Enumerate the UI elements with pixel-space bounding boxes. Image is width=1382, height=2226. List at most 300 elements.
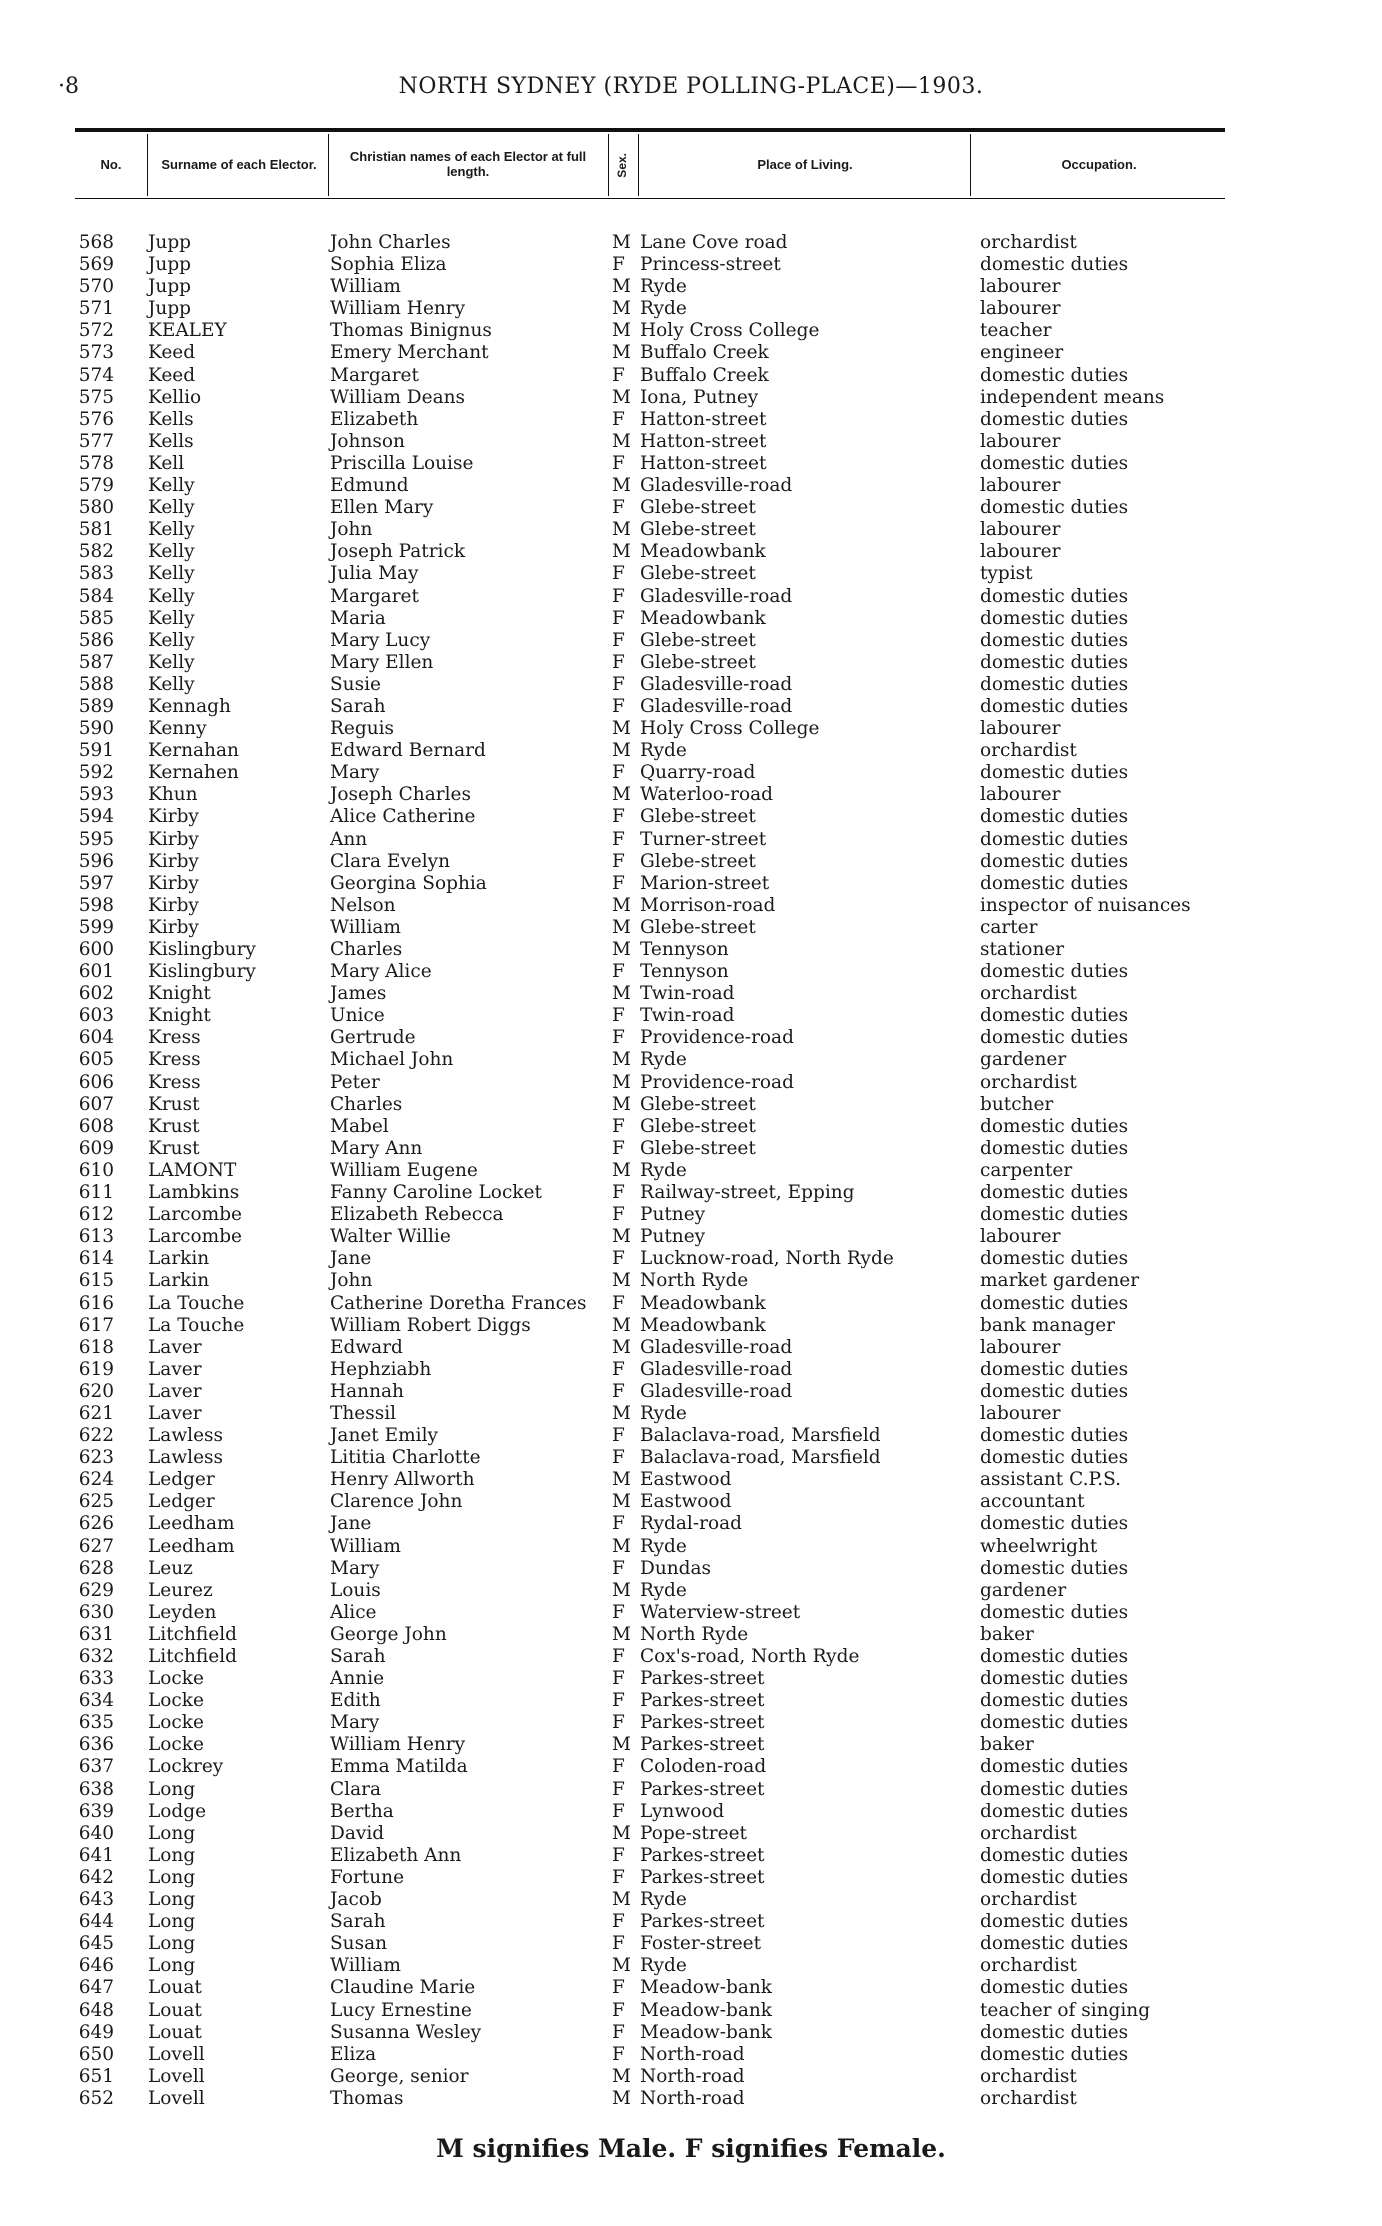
elector-number: 575 [78,386,114,408]
elector-occupation: domestic duties [980,2021,1129,2043]
elector-surname: Kernahan [148,740,239,762]
table-row [0,1955,1382,1977]
elector-occupation: domestic duties [980,629,1129,651]
elector-occupation: accountant [980,1491,1085,1513]
elector-number: 568 [78,232,114,253]
elector-occupation: labourer [980,784,1061,806]
elector-sex: M [612,1049,631,1071]
elector-number: 631 [78,1623,114,1645]
elector-place-of-living: Holy Cross College [640,718,820,740]
elector-place-of-living: Glebe-street [640,916,756,938]
table-row [0,1469,1382,1491]
elector-place-of-living: Twin-road [640,983,735,1005]
table-row [0,1668,1382,1690]
elector-christian-names: Gertrude [330,1027,416,1049]
elector-surname: Long [148,1822,196,1844]
elector-christian-names: Thomas [330,2087,404,2109]
elector-surname: Louat [148,1999,202,2021]
elector-christian-names: Mary Lucy [330,629,431,651]
elector-sex: F [612,1513,625,1535]
elector-place-of-living: Gladesville-road [640,1358,793,1380]
elector-christian-names: Ellen Mary [330,497,434,519]
elector-number: 640 [78,1822,114,1844]
table-row [0,1734,1382,1756]
elector-occupation: domestic duties [980,1137,1129,1159]
elector-place-of-living: Parkes-street [640,1866,765,1888]
elector-occupation: orchardist [980,740,1077,762]
elector-occupation: domestic duties [980,961,1129,983]
elector-occupation: baker [980,1623,1034,1645]
elector-sex: F [612,872,625,894]
elector-surname: Lawless [148,1447,224,1469]
elector-occupation: domestic duties [980,452,1129,474]
elector-sex: F [612,1248,625,1270]
elector-place-of-living: Tennyson [640,961,729,983]
elector-number: 596 [78,850,114,872]
table-row [0,1027,1382,1049]
elector-surname: Kelly [148,651,195,673]
elector-surname: Larkin [148,1248,210,1270]
elector-number: 643 [78,1889,114,1911]
elector-sex: M [612,1734,631,1756]
elector-sex: F [612,1712,625,1734]
elector-number: 607 [78,1093,114,1115]
elector-number: 585 [78,607,114,629]
elector-surname: Kirby [148,894,199,916]
elector-occupation: carpenter [980,1159,1073,1181]
elector-place-of-living: Glebe-street [640,563,756,585]
elector-occupation: domestic duties [980,408,1129,430]
elector-place-of-living: Glebe-street [640,806,756,828]
elector-christian-names: Annie [330,1668,385,1690]
elector-number: 590 [78,718,114,740]
elector-place-of-living: North Ryde [640,1623,749,1645]
elector-surname: Kress [148,1071,201,1093]
elector-surname: Krust [148,1093,200,1115]
elector-number: 629 [78,1579,114,1601]
elector-sex: F [612,2021,625,2043]
elector-place-of-living: Providence-road [640,1027,794,1049]
elector-place-of-living: Holy Cross College [640,320,820,342]
elector-place-of-living: Buffalo Creek [640,364,769,386]
elector-occupation: domestic duties [980,254,1129,276]
elector-christian-names: William [330,1955,401,1977]
elector-occupation: domestic duties [980,828,1129,850]
elector-surname: Lovell [148,2065,205,2087]
elector-occupation: domestic duties [980,1668,1129,1690]
elector-sex: M [612,1469,631,1491]
elector-surname: Jupp [148,276,192,298]
elector-place-of-living: Rydal-road [640,1513,742,1535]
table-row [0,232,1382,254]
elector-sex: M [612,1955,631,1977]
elector-occupation: bank manager [980,1314,1116,1336]
elector-place-of-living: Glebe-street [640,1137,756,1159]
elector-christian-names: Elizabeth Rebecca [330,1204,504,1226]
elector-occupation: domestic duties [980,1447,1129,1469]
elector-sex: F [612,1027,625,1049]
elector-number: 624 [78,1469,114,1491]
elector-sex: M [612,1889,631,1911]
table-row [0,541,1382,563]
elector-list [0,232,1382,2110]
elector-place-of-living: Gladesville-road [640,695,793,717]
table-row [0,2000,1382,2022]
elector-christian-names: Susie [330,673,381,695]
elector-sex: F [612,563,625,585]
elector-number: 592 [78,762,114,784]
elector-christian-names: Charles [330,939,403,960]
table-row [0,342,1382,364]
elector-surname: Lambkins [148,1182,240,1204]
table-row [0,1270,1382,1292]
elector-sex: M [612,1402,631,1424]
elector-number: 581 [78,519,114,541]
elector-place-of-living: Waterview-street [640,1601,801,1623]
elector-place-of-living: Twin-road [640,1005,735,1027]
table-row [0,387,1382,409]
elector-christian-names: Margaret [330,585,419,607]
table-row [0,1646,1382,1668]
elector-christian-names: Fanny Caroline Locket [330,1182,542,1204]
table-row [0,1491,1382,1513]
elector-surname: Long [148,1933,196,1955]
elector-place-of-living: North-road [640,2087,745,2109]
elector-surname: Long [148,1889,196,1911]
table-row [0,1094,1382,1116]
elector-christian-names: Elizabeth [330,408,419,430]
table-row [0,1756,1382,1778]
elector-surname: LAMONT [148,1159,237,1181]
elector-number: 597 [78,872,114,894]
elector-surname: Long [148,1911,196,1933]
elector-number: 615 [78,1270,114,1292]
elector-occupation: carter [980,916,1038,938]
elector-surname: Long [148,1955,196,1977]
elector-occupation: baker [980,1734,1034,1756]
elector-surname: Leedham [148,1535,235,1557]
elector-number: 639 [78,1800,114,1822]
elector-place-of-living: Ryde [640,1955,687,1977]
elector-place-of-living: Glebe-street [640,519,756,541]
elector-christian-names: Hannah [330,1380,404,1402]
elector-sex: M [612,1535,631,1557]
elector-number: 632 [78,1646,114,1667]
elector-number: 595 [78,828,114,850]
elector-occupation: labourer [980,430,1061,452]
elector-occupation: domestic duties [980,2043,1129,2065]
table-row [0,1712,1382,1734]
elector-occupation: orchardist [980,1955,1077,1977]
elector-occupation: domestic duties [980,1933,1129,1955]
elector-sex: F [612,828,625,850]
elector-occupation: typist [980,563,1033,585]
elector-sex: F [612,1115,625,1137]
header-occupation: Occupation. [1061,156,1137,172]
elector-number: 598 [78,894,114,916]
elector-surname: Kelly [148,563,195,585]
column-divider [147,134,148,196]
elector-surname: Locke [148,1668,204,1690]
table-row [0,1933,1382,1955]
table-row [0,1293,1382,1315]
elector-occupation: domestic duties [980,806,1129,828]
elector-christian-names: Fortune [330,1866,405,1888]
elector-occupation: orchardist [980,1889,1077,1911]
table-row [0,696,1382,718]
elector-sex: F [612,695,625,717]
elector-sex: M [612,342,631,364]
elector-place-of-living: Glebe-street [640,850,756,872]
elector-surname: KEALEY [148,320,227,342]
elector-number: 646 [78,1955,114,1977]
table-row [0,1005,1382,1027]
elector-surname: Laver [148,1380,202,1402]
table-row [0,497,1382,519]
elector-surname: Locke [148,1690,204,1712]
elector-christian-names: Edmund [330,475,409,497]
elector-sex: M [612,1623,631,1645]
elector-sex: F [612,1557,625,1579]
elector-number: 591 [78,740,114,762]
elector-number: 608 [78,1115,114,1137]
elector-surname: Kelly [148,475,195,497]
elector-place-of-living: Meadow-bank [640,1999,772,2021]
elector-number: 579 [78,475,114,497]
elector-occupation: labourer [980,1336,1061,1358]
elector-surname: Kellio [148,386,202,408]
elector-christian-names: Edward Bernard [330,740,486,762]
elector-place-of-living: Glebe-street [640,1115,756,1137]
table-row [0,1403,1382,1425]
elector-christian-names: Mary Ann [330,1137,423,1159]
table-row [0,1558,1382,1580]
elector-surname: Lockrey [148,1756,224,1778]
elector-occupation: domestic duties [980,364,1129,386]
table-row [0,961,1382,983]
elector-surname: Louat [148,2021,202,2043]
header-place-of-living: Place of Living. [757,156,853,172]
elector-number: 589 [78,695,114,717]
table-row [0,1204,1382,1226]
table-row [0,1447,1382,1469]
elector-sex: F [612,1844,625,1866]
elector-number: 577 [78,430,114,452]
table-row [0,718,1382,740]
elector-sex: M [612,1822,631,1844]
elector-christian-names: William Henry [330,1734,466,1756]
elector-occupation: domestic duties [980,651,1129,673]
elector-place-of-living: Meadow-bank [640,2021,772,2043]
elector-christian-names: John [330,519,373,541]
table-row [0,1425,1382,1447]
elector-place-of-living: Glebe-street [640,629,756,651]
elector-christian-names: Susanna Wesley [330,2021,482,2043]
elector-christian-names: Sarah [330,1646,386,1667]
elector-number: 626 [78,1513,114,1535]
elector-place-of-living: Quarry-road [640,762,756,784]
elector-number: 630 [78,1601,114,1623]
elector-christian-names: James [330,983,387,1005]
elector-place-of-living: Parkes-street [640,1712,765,1734]
elector-number: 582 [78,541,114,563]
elector-surname: Larcombe [148,1204,242,1226]
elector-sex: F [612,1999,625,2021]
table-row [0,320,1382,342]
header-surname: Surname of each Elector. [161,156,317,172]
elector-sex: F [612,1668,625,1690]
elector-sex: M [612,386,631,408]
table-row [0,2088,1382,2110]
table-row [0,674,1382,696]
elector-occupation: domestic duties [980,1182,1129,1204]
elector-number: 650 [78,2043,114,2065]
column-divider [328,134,329,196]
elector-surname: Kell [148,452,185,474]
elector-surname: Kells [148,430,194,452]
table-row [0,276,1382,298]
table-row [0,740,1382,762]
elector-place-of-living: Iona, Putney [640,386,759,408]
elector-sex: F [612,1778,625,1800]
header-top-rule [75,128,1225,132]
elector-sex: M [612,1336,631,1358]
elector-sex: M [612,784,631,806]
elector-surname: Larkin [148,1270,210,1292]
elector-number: 617 [78,1314,114,1336]
elector-place-of-living: Ryde [640,1049,687,1071]
elector-number: 652 [78,2087,114,2109]
column-divider [970,134,971,196]
elector-place-of-living: Ryde [640,1402,687,1424]
elector-surname: Kirby [148,828,199,850]
elector-christian-names: Mary [330,1557,380,1579]
elector-place-of-living: Balaclava-road, Marsfield [640,1425,881,1447]
elector-place-of-living: Parkes-street [640,1844,765,1866]
table-row [0,409,1382,431]
table-row [0,895,1382,917]
elector-place-of-living: Hatton-street [640,452,767,474]
elector-christian-names: Jane [330,1248,372,1270]
elector-number: 602 [78,983,114,1005]
elector-sex: F [612,1800,625,1822]
elector-surname: Kenny [148,718,207,740]
elector-sex: F [612,1646,625,1667]
elector-sex: M [612,519,631,541]
elector-surname: Leedham [148,1513,235,1535]
elector-surname: Litchfield [148,1623,237,1645]
elector-occupation: domestic duties [980,1778,1129,1800]
elector-surname: Kelly [148,629,195,651]
elector-surname: Leyden [148,1601,217,1623]
table-row [0,563,1382,585]
table-row [0,630,1382,652]
elector-number: 601 [78,961,114,983]
elector-surname: Jupp [148,254,192,276]
elector-christian-names: Elizabeth Ann [330,1844,462,1866]
elector-place-of-living: Lucknow-road, North Ryde [640,1248,894,1270]
elector-occupation: wheelwright [980,1535,1098,1557]
table-row [0,1867,1382,1889]
elector-christian-names: Michael John [330,1049,454,1071]
elector-christian-names: John [330,1270,373,1292]
table-row [0,1248,1382,1270]
elector-occupation: domestic duties [980,673,1129,695]
elector-occupation: labourer [980,519,1061,541]
elector-christian-names: Susan [330,1933,388,1955]
elector-sex: F [612,961,625,983]
elector-surname: Long [148,1778,196,1800]
elector-christian-names: Maria [330,607,386,629]
elector-number: 613 [78,1226,114,1248]
elector-christian-names: Reguis [330,718,395,740]
elector-place-of-living: Ryde [640,1535,687,1557]
elector-occupation: butcher [980,1093,1054,1115]
elector-christian-names: Mary Alice [330,961,432,983]
elector-place-of-living: Meadowbank [640,541,766,563]
elector-number: 636 [78,1734,114,1756]
elector-christian-names: Claudine Marie [330,1977,476,1999]
elector-place-of-living: Parkes-street [640,1668,765,1690]
elector-sex: M [612,718,631,740]
elector-surname: Larcombe [148,1226,242,1248]
elector-christian-names: Priscilla Louise [330,452,474,474]
elector-christian-names: Lucy Ernestine [330,1999,472,2021]
elector-occupation: domestic duties [980,1911,1129,1933]
table-row [0,762,1382,784]
elector-sex: M [612,740,631,762]
elector-sex: F [612,607,625,629]
elector-place-of-living: Gladesville-road [640,475,793,497]
elector-christian-names: Henry Allworth [330,1469,475,1491]
elector-number: 651 [78,2065,114,2087]
elector-occupation: domestic duties [980,585,1129,607]
elector-sex: F [612,1756,625,1778]
elector-christian-names: Mary Ellen [330,651,434,673]
table-row [0,1513,1382,1535]
elector-occupation: inspector of nuisances [980,894,1191,916]
table-row [0,1690,1382,1712]
elector-place-of-living: Marion-street [640,872,770,894]
elector-number: 645 [78,1933,114,1955]
elector-number: 621 [78,1402,114,1424]
elector-number: 635 [78,1712,114,1734]
elector-occupation: orchardist [980,1822,1077,1844]
running-head: NORTH SYDNEY (RYDE POLLING-PLACE)—1903. [398,74,984,99]
elector-place-of-living: Parkes-street [640,1911,765,1933]
elector-place-of-living: Coloden-road [640,1756,767,1778]
elector-occupation: labourer [980,718,1061,740]
elector-christian-names: Georgina Sophia [330,872,487,894]
elector-place-of-living: Gladesville-road [640,1336,793,1358]
elector-place-of-living: Foster-street [640,1933,762,1955]
table-row [0,1889,1382,1911]
elector-sex: F [612,1866,625,1888]
elector-sex: F [612,254,625,276]
elector-surname: Keed [148,342,196,364]
elector-surname: Locke [148,1712,204,1734]
sex-legend-footer: M signifies Male. F signifies Female. [436,2134,946,2163]
elector-occupation: gardener [980,1579,1067,1601]
elector-occupation: domestic duties [980,1204,1129,1226]
elector-occupation: labourer [980,276,1061,298]
elector-surname: Kelly [148,607,195,629]
elector-sex: M [612,298,631,320]
elector-occupation: domestic duties [980,1292,1129,1314]
elector-surname: Leuz [148,1557,193,1579]
table-row [0,1845,1382,1867]
elector-sex: F [612,1447,625,1469]
